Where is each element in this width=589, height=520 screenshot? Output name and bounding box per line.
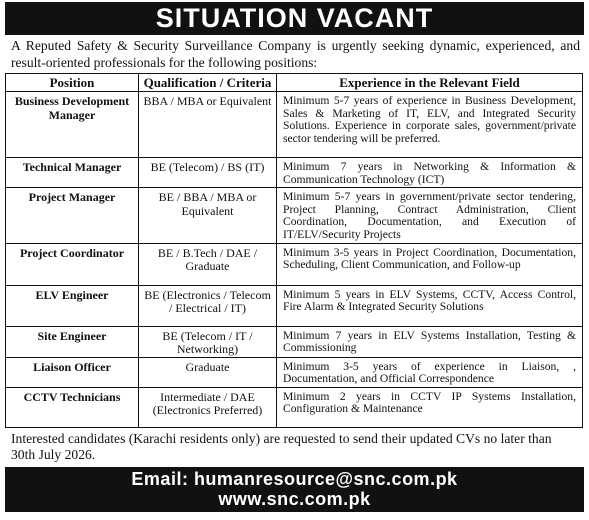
table-header-row — [6, 74, 583, 92]
table-row — [6, 158, 583, 188]
qualification-cell: BE (Electronics / Telecom / Electrical / IT) — [139, 285, 277, 326]
header-qualification: Qualification / Criteria — [139, 74, 277, 92]
position-cell: Technical Manager — [6, 158, 139, 188]
header-position: Position — [6, 74, 139, 92]
position-cell: Project Manager — [6, 188, 139, 243]
table-row — [6, 92, 583, 158]
table-row — [6, 188, 583, 243]
experience-cell: Minimum 5-7 years in government/private sector tendering, Project Planning, Contract Administration, Client Coordination, Documentation, and Execution of IT/ELV/Security Projects — [277, 188, 583, 243]
table-row — [6, 387, 583, 427]
intro-text: A Reputed Safety & Security Surveillance Company is urgently seeking dynamic, experienced, and result-oriented professionals for the following positions: — [11, 38, 580, 70]
positions-table — [5, 73, 583, 428]
qualification-cell: BBA / MBA or Equivalent — [139, 92, 277, 158]
experience-cell: Minimum 7 years in ELV Systems Installation, Testing & Commissioning — [277, 326, 583, 357]
qualification-cell: BE (Telecom) / BS (IT) — [139, 158, 277, 188]
qualification-cell: Graduate — [139, 357, 277, 387]
experience-cell: Minimum 3-5 years in Project Coordination, Documentation, Scheduling, Client Communication, and Follow-up — [277, 243, 583, 285]
table-row — [6, 326, 583, 357]
email-line: Email: humanresource@snc.com.pk — [131, 468, 458, 489]
experience-cell: Minimum 7 years in Networking & Information & Communication Technology (ICT) — [277, 158, 583, 188]
position-cell: Site Engineer — [6, 326, 139, 357]
qualification-cell: BE / BBA / MBA or Equivalent — [139, 188, 277, 243]
table-row — [6, 285, 583, 326]
position-cell: Business Development Manager — [6, 92, 139, 158]
experience-cell: Minimum 5-7 years of experience in Business Development, Sales & Marketing of IT, ELV, and Integrated Security Solutions. Experience in corporate sales, government/private sector tendering will be preferred. — [277, 92, 583, 158]
position-cell: Liaison Officer — [6, 357, 139, 387]
position-cell: ELV Engineer — [6, 285, 139, 326]
contact-footer — [5, 467, 584, 512]
qualification-cell: Intermediate / DAE (Electronics Preferred) — [139, 387, 277, 427]
position-cell: CCTV Technicians — [6, 387, 139, 427]
experience-cell: Minimum 3-5 years of experience in Liaison, , Documentation, and Official Correspondence — [277, 357, 583, 387]
qualification-cell: BE / B.Tech / DAE / Graduate — [139, 243, 277, 285]
application-instructions: Interested candidates (Karachi residents only) are requested to send their updated CVs no later than 30th July 2026. — [11, 430, 552, 463]
experience-cell: Minimum 2 years in CCTV IP Systems Installation, Configuration & Maintenance — [277, 387, 583, 427]
position-cell: Project Coordinator — [6, 243, 139, 285]
header-experience: Experience in the Relevant Field — [277, 74, 583, 92]
table-row — [6, 357, 583, 387]
qualification-cell: BE (Telecom / IT / Networking) — [139, 326, 277, 357]
table-row — [6, 243, 583, 285]
website-link[interactable]: www.snc.com.pk — [218, 488, 371, 509]
page-title: SITUATION VACANT — [5, 2, 584, 35]
experience-cell: Minimum 5 years in ELV Systems, CCTV, Access Control, Fire Alarm & Integrated Security Solutions — [277, 285, 583, 326]
